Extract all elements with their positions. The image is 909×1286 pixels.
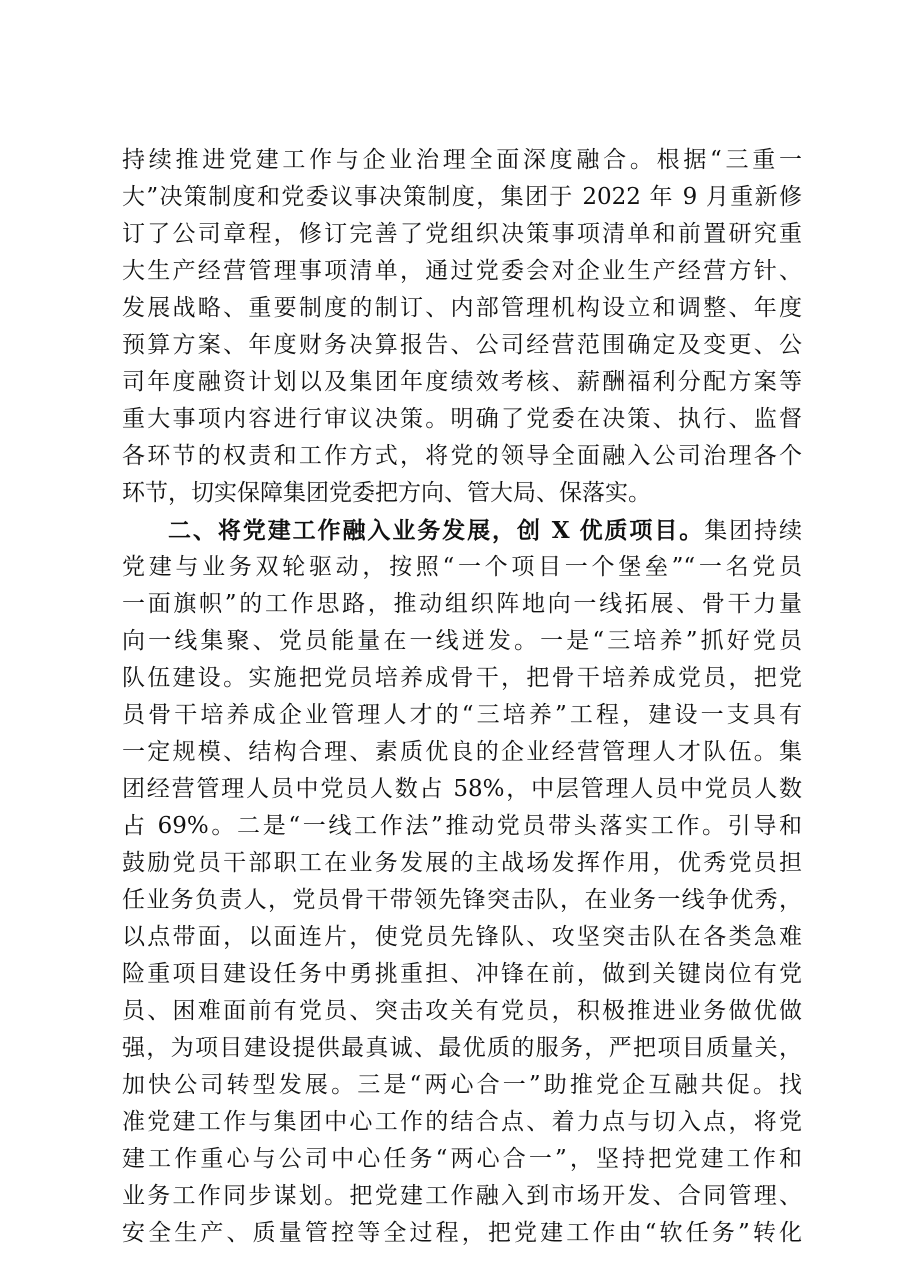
section-heading: 二、将党建工作融入业务发展，创 X 优质项目。	[168, 517, 705, 544]
text-line: 团经营管理人员中党员人数占 58%，中层管理人员中党员人数	[122, 776, 802, 802]
text-line: 向一线集聚、党员能量在一线迸发。一是“三培养”抓好党员	[122, 628, 802, 654]
text-line: 环节，切实保障集团党委把方向、管大局、保落实。	[122, 480, 651, 506]
text-line: 业务工作同步谋划。把党建工作融入到市场开发、合同管理、	[122, 1183, 802, 1209]
text-line: 强，为项目建设提供最真诚、最优质的服务，严把项目质量关，	[122, 1035, 802, 1061]
text-line: 员、困难面前有党员、突击攻关有党员，积极推进业务做优做	[122, 998, 802, 1024]
text-line: 大”决策制度和党委议事决策制度，集团于 2022 年 9 月重新修	[122, 184, 802, 210]
text-line: 任业务负责人，党员骨干带领先锋突击队，在业务一线争优秀，	[122, 887, 802, 913]
text-line: 重大事项内容进行审议决策。明确了党委在决策、执行、监督	[122, 406, 802, 432]
text-line: 党建与业务双轮驱动，按照“一个项目一个堡垒”“一名党员	[122, 554, 802, 580]
text-line: 员骨干培养成企业管理人才的“三培养”工程，建设一支具有	[122, 702, 802, 728]
text-line: 准党建工作与集团中心工作的结合点、着力点与切入点，将党	[122, 1109, 802, 1135]
text-line: 大生产经营管理事项清单，通过党委会对企业生产经营方针、	[122, 258, 802, 284]
heading-continuation: 集团持续	[704, 518, 802, 544]
text-line: 预算方案、年度财务决算报告、公司经营范围确定及变更、公	[122, 332, 802, 358]
text-line: 安全生产、质量管控等全过程，把党建工作由“软任务”转化	[122, 1220, 802, 1246]
text-line: 以点带面，以面连片，使党员先锋队、攻坚突击队在各类急难	[122, 924, 802, 950]
text-line: 占 69%。二是“一线工作法”推动党员带头落实工作。引导和	[122, 813, 802, 839]
document-body	[122, 142, 802, 1252]
text-line: 持续推进党建工作与企业治理全面深度融合。根据“三重一	[122, 147, 802, 173]
text-line: 建工作重心与公司中心任务“两心合一”，坚持把党建工作和	[122, 1146, 802, 1172]
text-line: 发展战略、重要制度的制订、内部管理机构设立和调整、年度	[122, 295, 802, 321]
paragraph-business-integration	[122, 512, 802, 1252]
paragraph-governance	[122, 142, 802, 512]
text-line: 队伍建设。实施把党员培养成骨干，把骨干培养成党员，把党	[122, 665, 802, 691]
text-line: 订了公司章程，修订完善了党组织决策事项清单和前置研究重	[122, 221, 802, 247]
text-line: 鼓励党员干部职工在业务发展的主战场发挥作用，优秀党员担	[122, 850, 802, 876]
text-line: 加快公司转型发展。三是“两心合一”助推党企互融共促。找	[122, 1072, 802, 1098]
text-line: 各环节的权责和工作方式，将党的领导全面融入公司治理各个	[122, 443, 802, 469]
text-line: 司年度融资计划以及集团年度绩效考核、薪酬福利分配方案等	[122, 369, 802, 395]
section-heading-line	[122, 512, 802, 549]
text-line: 险重项目建设任务中勇挑重担、冲锋在前，做到关键岗位有党	[122, 961, 802, 987]
text-line: 一定规模、结构合理、素质优良的企业经营管理人才队伍。集	[122, 739, 802, 765]
text-line: 一面旗帜”的工作思路，推动组织阵地向一线拓展、骨干力量	[122, 591, 802, 617]
